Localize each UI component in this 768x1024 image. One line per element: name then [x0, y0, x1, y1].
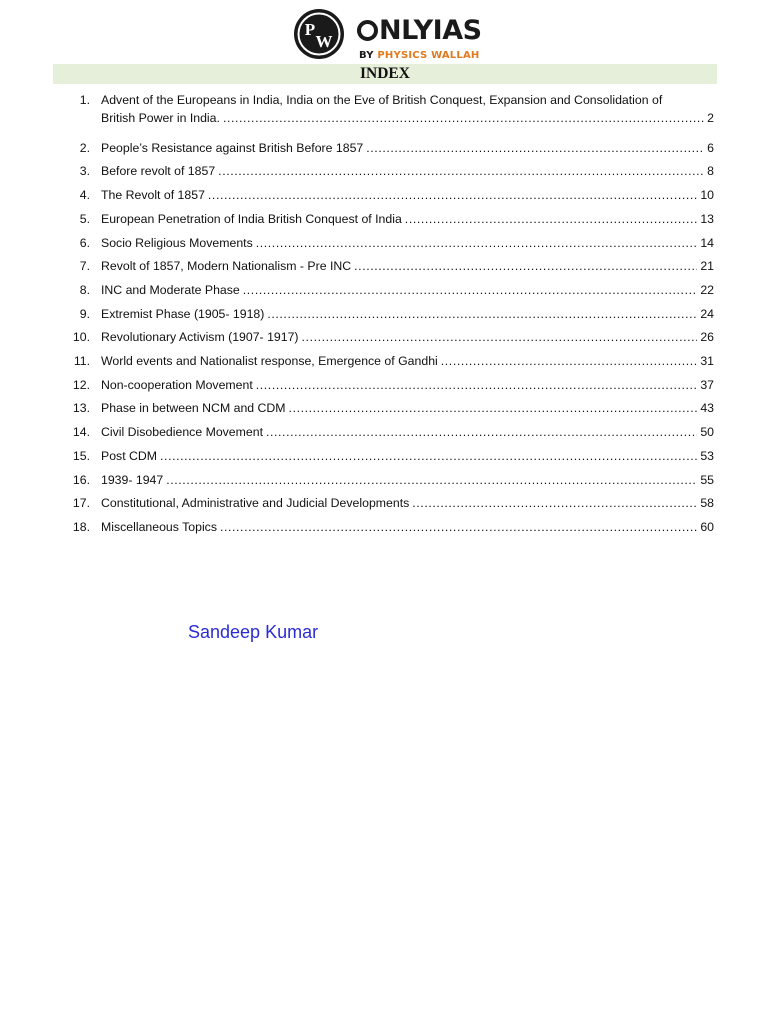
svg-text:W: W [315, 32, 333, 51]
toc-item[interactable] [0, 211, 768, 227]
toc-item-title: People’s Resistance against British Before 1857 [101, 140, 364, 155]
toc-item-page: 14 [700, 235, 714, 250]
toc-item-title: Before revolt of 1857 [101, 164, 216, 179]
index-title-bar [53, 64, 717, 84]
toc-item-number: 2. [79, 140, 90, 155]
toc-dot-leader [256, 377, 698, 393]
toc-item-number: 10. [72, 330, 90, 345]
toc-item-title: Post CDM [101, 448, 158, 463]
toc-dot-leader [441, 353, 698, 369]
toc-item-page: 53 [700, 448, 714, 463]
toc-item[interactable] [0, 282, 768, 298]
toc-item[interactable] [0, 377, 768, 393]
brand-subtitle [359, 50, 479, 61]
toc-dot-leader [223, 110, 704, 126]
toc-item-number: 16. [72, 472, 90, 487]
brand-o-ring-icon [357, 20, 378, 41]
toc-dot-leader [208, 187, 697, 203]
toc-item-number: 11. [73, 354, 90, 368]
toc-item-number: 1. [79, 93, 90, 107]
toc-dot-leader [302, 329, 698, 345]
toc-dot-leader [354, 258, 697, 274]
toc-item-page: 6 [707, 140, 714, 155]
toc-item-page: 24 [700, 306, 714, 321]
toc-item-line [101, 329, 714, 345]
toc-item-page: 26 [700, 330, 714, 345]
signature-text: Sandeep Kumar [188, 622, 319, 642]
toc-item-line [101, 211, 714, 227]
toc-dot-leader [405, 211, 698, 227]
toc-item-title: Socio Religious Movements [101, 235, 253, 250]
toc-dot-leader [256, 235, 698, 251]
toc-item-page: 55 [700, 472, 714, 487]
toc-item-title: Revolt of 1857, Modern Nationalism - Pre INC [101, 259, 352, 274]
toc-item-title: Extremist Phase (1905- 1918) [101, 306, 265, 321]
toc-item-title: Phase in between NCM and CDM [101, 401, 286, 416]
toc-item[interactable] [0, 353, 768, 369]
toc-item-title: World events and Nationalist response, Emergence of Gandhi [101, 354, 438, 368]
toc-item-page: 50 [700, 425, 714, 440]
toc-item-title: Miscellaneous Topics [101, 519, 217, 534]
toc-item-title: The Revolt of 1857 [101, 188, 205, 203]
toc-item-line [101, 235, 714, 251]
toc-item-number: 13. [72, 401, 90, 416]
toc-item-number: 12. [72, 377, 90, 392]
toc-item-page: 2 [707, 111, 714, 125]
toc-item-line [101, 258, 714, 274]
toc-item-page: 13 [700, 211, 714, 226]
toc-item[interactable] [0, 163, 768, 179]
toc-dot-leader [412, 495, 697, 511]
toc-item-line [101, 519, 714, 535]
toc-item-number: 9. [79, 306, 90, 321]
toc-item-title: Civil Disobedience Movement [101, 425, 263, 440]
toc-item-page: 43 [700, 401, 714, 416]
toc-item[interactable] [0, 519, 768, 535]
toc-item[interactable] [0, 329, 768, 345]
toc-item[interactable] [0, 258, 768, 274]
toc-item-title-line1: Advent of the Europeans in India, India on the Eve of British Conquest, Expansion and Consolidation of [101, 93, 663, 107]
toc-dot-leader [289, 400, 698, 416]
toc-item-line [101, 306, 714, 322]
brand-sub-name: PHYSICS WALLAH [377, 50, 480, 61]
toc-item-title: British Power in India. [101, 111, 220, 125]
toc-item-line [101, 353, 714, 369]
toc-item-page: 22 [700, 282, 714, 297]
toc-dot-leader [243, 282, 698, 298]
toc-item-page: 60 [700, 519, 714, 534]
toc-item-number: 15. [72, 448, 90, 463]
toc-item-number: 4. [79, 188, 90, 203]
toc-dot-leader [366, 140, 704, 156]
toc-item-page: 10 [700, 188, 714, 203]
toc-item-number: 7. [79, 259, 90, 274]
toc-item-page: 8 [707, 164, 714, 179]
toc-item-number: 17. [72, 496, 90, 511]
index-title: INDEX [360, 65, 410, 82]
toc-item-line [101, 163, 714, 179]
brand-word-text: NLYIAS [379, 15, 482, 46]
toc-item-line [101, 495, 714, 511]
toc-item-page: 58 [700, 496, 714, 511]
toc-item[interactable] [0, 400, 768, 416]
toc-item[interactable] [0, 92, 768, 126]
toc-item[interactable] [0, 495, 768, 511]
svg-text:P: P [304, 20, 316, 39]
toc-dot-leader [166, 472, 697, 488]
toc-item-line [101, 424, 714, 440]
toc-item[interactable] [0, 424, 768, 440]
toc-item[interactable] [0, 448, 768, 464]
header-logos [0, 8, 768, 60]
brand-word [357, 16, 482, 46]
toc-item-number: 14. [72, 425, 90, 440]
toc-item-title: Constitutional, Administrative and Judicial Developments [101, 496, 410, 511]
toc-item[interactable] [0, 306, 768, 322]
toc-item-title: 1939- 1947 [101, 472, 164, 487]
toc-item-page: 37 [700, 377, 714, 392]
toc-dot-leader [218, 163, 704, 179]
brand-by: BY [359, 50, 374, 61]
toc-item-number: 5. [79, 211, 90, 226]
pw-logo-icon [293, 8, 345, 60]
toc-item-number: 6. [79, 235, 90, 250]
toc-item-number: 18. [72, 519, 90, 534]
toc-dot-leader [160, 448, 697, 464]
toc-item-line [101, 448, 714, 464]
toc-item-title: Non-cooperation Movement [101, 377, 253, 392]
toc-item-line [101, 187, 714, 203]
toc-item-number: 8. [79, 282, 90, 297]
toc-item[interactable] [0, 140, 768, 156]
toc-item-page: 31 [700, 354, 714, 368]
toc-item-line [101, 282, 714, 298]
toc-item[interactable] [0, 472, 768, 488]
toc-dot-leader [266, 424, 697, 440]
toc-dot-leader [267, 306, 697, 322]
toc-item-number: 3. [79, 164, 90, 179]
toc-item-line [101, 377, 714, 393]
toc-item-line [101, 472, 714, 488]
toc-item-line [101, 110, 714, 126]
onlyias-logo [357, 16, 482, 64]
toc-item-line [101, 140, 714, 156]
toc-item-page: 21 [700, 259, 714, 274]
toc-dot-leader [220, 519, 697, 535]
toc-item-title: INC and Moderate Phase [101, 282, 240, 297]
toc-item[interactable] [0, 235, 768, 251]
toc-item[interactable] [0, 187, 768, 203]
toc-item-title: European Penetration of India British Conquest of India [101, 211, 402, 226]
toc-item-title: Revolutionary Activism (1907- 1917) [101, 330, 299, 345]
toc-item-line [101, 400, 714, 416]
